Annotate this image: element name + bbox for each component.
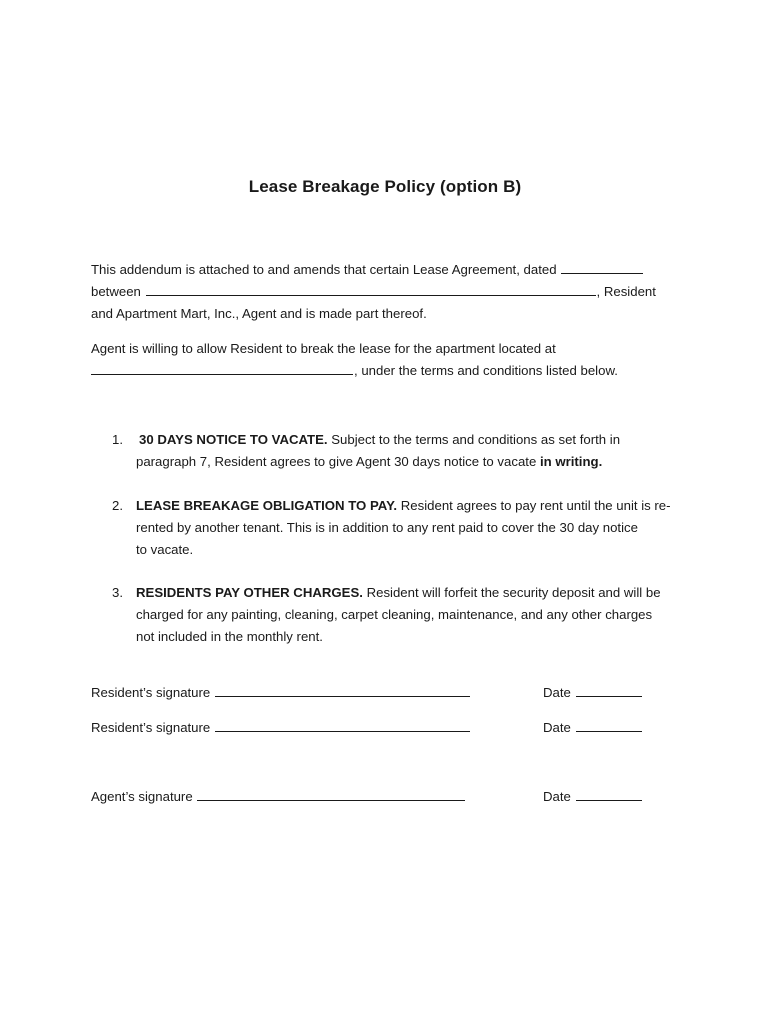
item-3-heading: RESIDENTS PAY OTHER CHARGES. <box>136 585 363 600</box>
intro-line-2 <box>91 281 656 303</box>
resident-signature-field-1[interactable] <box>215 682 470 697</box>
intro-line-1 <box>91 259 644 281</box>
item-1-heading: 30 DAYS NOTICE TO VACATE. <box>139 432 328 447</box>
agent-signature-row <box>91 786 466 808</box>
item-1-line-2-text: paragraph 7, Resident agrees to give Agent 30 days notice to vacate <box>136 454 537 469</box>
document-title: Lease Breakage Policy (option B) <box>248 177 522 196</box>
item-2-heading: LEASE BREAKAGE OBLIGATION TO PAY. <box>136 498 398 513</box>
item-2-line-3: to vacate. <box>136 542 194 557</box>
intro-line-3: and Apartment Mart, Inc., Agent and is made part thereof. <box>91 306 427 321</box>
agent-para-line-1: Agent is willing to allow Resident to break the lease for the apartment located at <box>91 341 556 356</box>
item-1-line-1-text: Subject to the terms and conditions as set forth in <box>331 432 621 447</box>
item-1-line-2-bold: in writing. <box>539 454 603 469</box>
date-label-1: Date <box>543 685 571 700</box>
item-3-line-3: not included in the monthly rent. <box>136 629 323 644</box>
intro-between-text: between <box>91 284 141 299</box>
item-2-number: 2. <box>112 498 123 513</box>
item-3-number: 3. <box>112 585 123 600</box>
date-row-1 <box>543 682 643 704</box>
item-2-line-1 <box>136 495 671 517</box>
agent-para-line-2-text: , under the terms and conditions listed below. <box>354 363 618 378</box>
item-3-line-1-text: Resident will forfeit the security deposit and will be <box>366 585 661 600</box>
item-1-line-2 <box>136 451 602 473</box>
item-2-line-1-text: Resident agrees to pay rent until the unit is re- <box>400 498 671 513</box>
agent-para-line-2 <box>91 360 618 382</box>
item-1-line-1 <box>139 429 620 451</box>
date-field-3[interactable] <box>576 786 642 801</box>
resident-signature-row-1 <box>91 682 471 704</box>
item-3-line-2: charged for any painting, cleaning, carpet cleaning, maintenance, and any other charges <box>136 607 653 622</box>
resident-signature-row-2 <box>91 717 471 739</box>
date-row-2 <box>543 717 643 739</box>
date-label-2: Date <box>543 720 571 735</box>
agent-signature-label: Agent’s signature <box>91 789 193 804</box>
item-2-line-2: rented by another tenant. This is in addition to any rent paid to cover the 30 day notice <box>136 520 638 535</box>
parties-field[interactable] <box>146 281 596 296</box>
date-row-3 <box>543 786 643 808</box>
item-3-line-1 <box>136 582 661 604</box>
date-field-1[interactable] <box>576 682 642 697</box>
intro-line-1-text: This addendum is attached to and amends that certain Lease Agreement, dated <box>91 262 557 277</box>
intro-resident-text: , Resident <box>596 284 656 299</box>
resident-signature-label-2: Resident’s signature <box>91 720 211 735</box>
date-field-2[interactable] <box>576 717 642 732</box>
agent-signature-field[interactable] <box>197 786 465 801</box>
resident-signature-label-1: Resident’s signature <box>91 685 211 700</box>
apartment-address-field[interactable] <box>91 360 353 375</box>
item-1-number: 1. <box>112 432 123 447</box>
agreement-date-field[interactable] <box>561 259 643 274</box>
resident-signature-field-2[interactable] <box>215 717 470 732</box>
date-label-3: Date <box>543 789 571 804</box>
